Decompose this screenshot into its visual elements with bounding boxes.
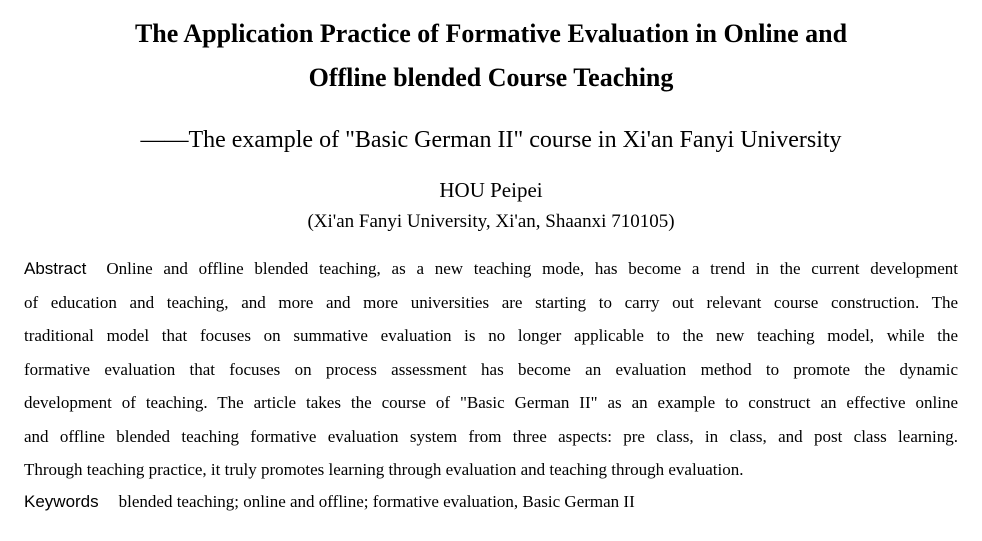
abstract-line-4: formative evaluation that focuses on process assessment has become an evaluation method to promote the dynamic xyxy=(24,359,958,379)
page-title-line-1: The Application Practice of Formative Evaluation in Online and xyxy=(134,19,848,48)
abstract-line-1-text: Online and offline blended teaching, as a new teaching mode, has become a trend in the current development xyxy=(106,259,958,278)
keywords-line xyxy=(24,487,958,517)
keywords-text: blended teaching; online and offline; formative evaluation, Basic German II xyxy=(118,491,635,511)
abstract-line-2: of education and teaching, and more and more universities are starting to carry out relevant course construction. The xyxy=(24,292,958,312)
author-name: HOU Peipei xyxy=(439,178,543,202)
abstract-line-6: and offline blended teaching formative evaluation system from three aspects: pre class, in class, and post class learning. xyxy=(24,426,958,446)
author-affiliation: (Xi'an Fanyi University, Xi'an, Shaanxi 710105) xyxy=(307,211,675,232)
abstract-line-5: development of teaching. The article takes the course of "Basic German II" as an example to construct an effective online xyxy=(24,393,958,412)
paper-subtitle: ——The example of "Basic German II" course in Xi'an Fanyi University xyxy=(140,127,842,153)
abstract-line-7: Through teaching practice, it truly promotes learning through evaluation and teaching through evaluation. xyxy=(24,460,744,479)
abstract-label: Abstract xyxy=(24,259,87,278)
abstract-section xyxy=(24,252,958,517)
page-title-line-2: Offline blended Course Teaching xyxy=(308,63,674,92)
paper-page xyxy=(0,12,982,541)
abstract-line-3: traditional model that focuses on summative evaluation is no longer applicable to the new teaching model, while the xyxy=(24,326,958,345)
page-title xyxy=(24,12,958,100)
abstract-line-1 xyxy=(24,252,958,286)
keywords-label: Keywords xyxy=(24,491,99,511)
